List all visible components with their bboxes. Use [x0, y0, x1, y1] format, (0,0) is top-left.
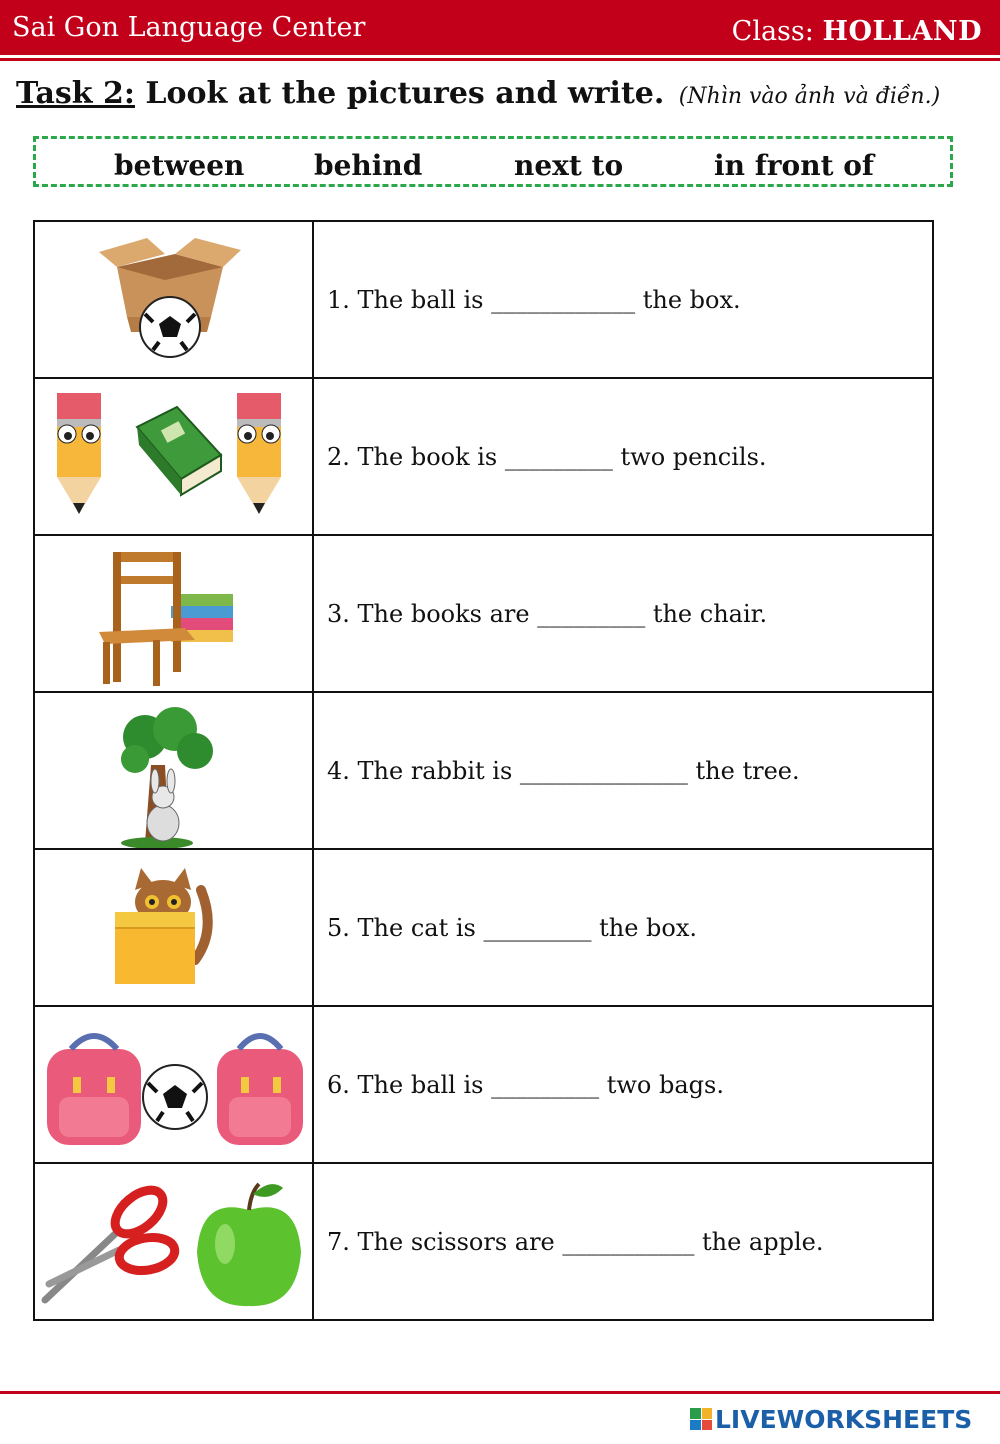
task-heading	[16, 76, 940, 111]
task-instruction: Look at the pictures and write.	[145, 76, 665, 111]
exercise-row	[34, 849, 933, 1006]
class-label: Class:	[731, 16, 814, 47]
ball-box-picture	[35, 222, 310, 377]
question-text: 6. The ball is _________ two bags.	[313, 1006, 933, 1163]
chair-icon	[99, 552, 195, 686]
center-name: Sai Gon Language Center	[12, 12, 366, 43]
box-icon	[115, 912, 195, 984]
pencil-icon	[237, 393, 281, 514]
header-bar	[0, 0, 1000, 55]
task-note: (Nhìn vào ảnh và điền.)	[678, 84, 941, 109]
picture-cell	[34, 1163, 313, 1320]
exercise-row	[34, 1006, 933, 1163]
liveworksheets-logo	[690, 1404, 972, 1434]
cat-box-picture	[35, 850, 310, 1005]
picture-cell	[34, 378, 313, 535]
class-info	[732, 16, 982, 47]
picture-cell	[34, 1006, 313, 1163]
word-bank	[33, 136, 953, 187]
word-bank-item: in front of	[714, 149, 874, 182]
picture-cell	[34, 535, 313, 692]
logo-mark-icon	[690, 1408, 712, 1430]
scissors-apple-picture	[35, 1164, 310, 1319]
exercise-row	[34, 692, 933, 849]
exercise-row	[34, 221, 933, 378]
picture-cell	[34, 692, 313, 849]
question-text: 3. The books are _________ the chair.	[313, 535, 933, 692]
rabbit-tree-picture	[35, 693, 310, 848]
picture-cell	[34, 221, 313, 378]
soccer-ball-icon	[140, 297, 200, 357]
backpack-icon	[47, 1036, 141, 1145]
book-pencils-picture	[35, 379, 310, 534]
book-icon	[137, 407, 221, 495]
pencil-icon	[57, 393, 101, 514]
exercise-row	[34, 535, 933, 692]
picture-cell	[34, 849, 313, 1006]
question-text: 4. The rabbit is ______________ the tree.	[313, 692, 933, 849]
apple-icon	[197, 1184, 301, 1306]
question-text: 5. The cat is _________ the box.	[313, 849, 933, 1006]
class-name: HOLLAND	[822, 16, 982, 47]
books-chair-picture	[35, 536, 310, 691]
exercise-table	[33, 220, 934, 1321]
question-text: 2. The book is _________ two pencils.	[313, 378, 933, 535]
word-bank-item: between	[114, 149, 245, 182]
soccer-ball-icon	[143, 1065, 207, 1129]
exercise-row	[34, 378, 933, 535]
word-bank-item: behind	[314, 149, 423, 182]
exercise-row	[34, 1163, 933, 1320]
header-divider	[0, 58, 1000, 61]
task-label: Task 2:	[16, 76, 135, 111]
scissors-icon	[45, 1182, 177, 1300]
logo-text: LIVEWORKSHEETS	[715, 1404, 973, 1434]
question-text: 7. The scissors are ___________ the apple.	[313, 1163, 933, 1320]
backpack-icon	[217, 1036, 303, 1145]
footer-divider	[0, 1391, 1000, 1394]
ball-bags-picture	[35, 1007, 310, 1162]
word-bank-item: next to	[514, 149, 624, 182]
question-text: 1. The ball is ____________ the box.	[313, 221, 933, 378]
